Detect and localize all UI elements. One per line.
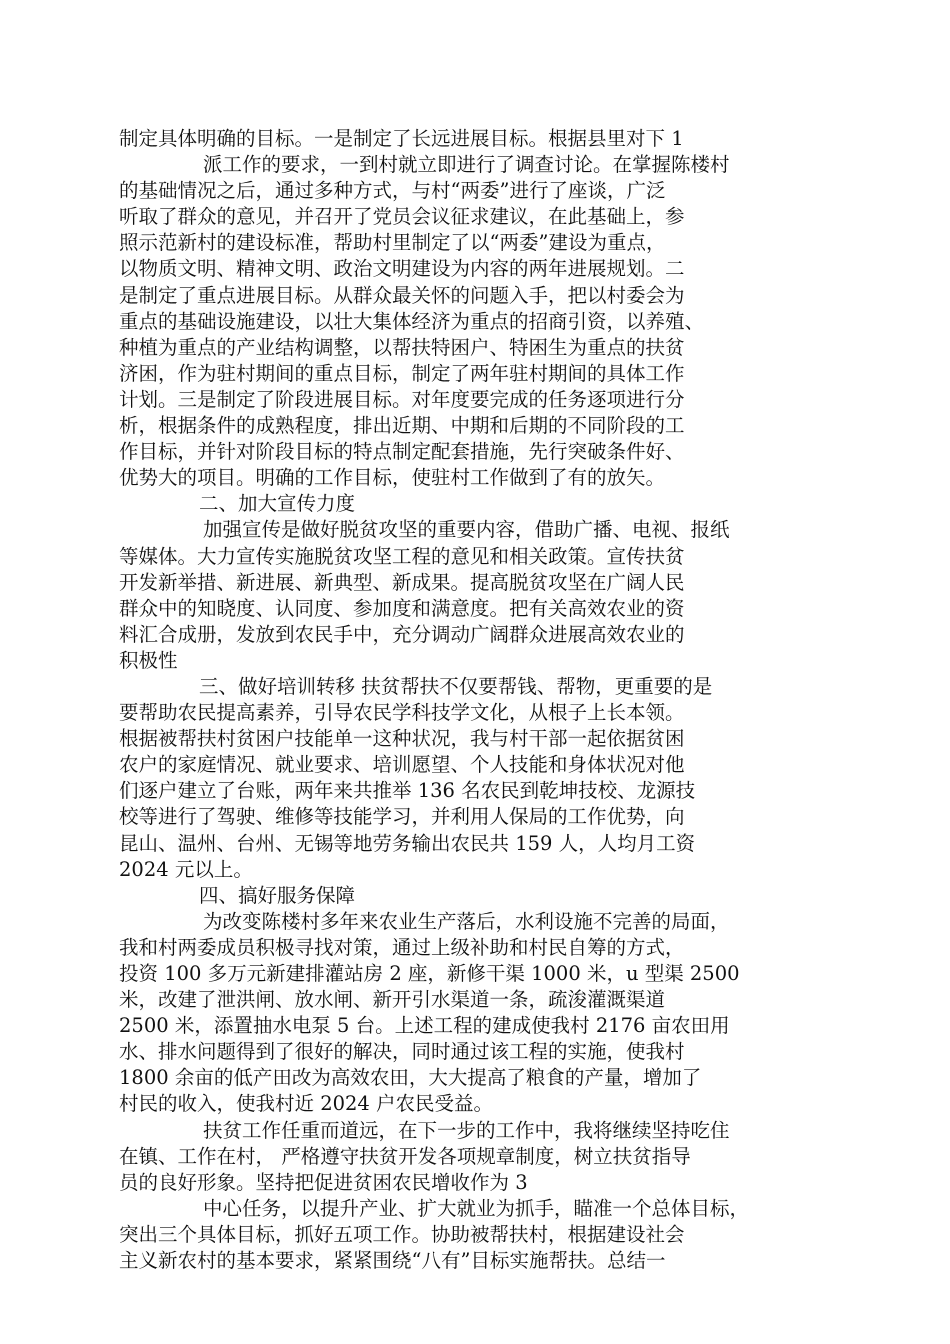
- text-line: 计划。三是制定了阶段进展目标。对年度要完成的任务逐项进行分: [119, 387, 685, 411]
- section-heading: 三、做好培训转移 扶贫帮扶不仅要帮钱、帮物，更重要的是: [199, 674, 713, 698]
- text-line: 听取了群众的意见，并召开了党员会议征求建议，在此基础上，参: [119, 205, 685, 229]
- text-line: 米，改建了泄洪闸、放水闸、新开引水渠道一条，疏浚灌溉渠道: [119, 988, 666, 1012]
- text-line: 1800 余亩的低产田改为高效农田，大大提高了粮食的产量，增加了: [119, 1066, 702, 1090]
- text-line: 村民的收入，使我村近 2024 户农民受益。: [119, 1092, 494, 1116]
- text-line: 扶贫工作任重而道远，在下一步的工作中，我将继续坚持吃住: [203, 1118, 730, 1142]
- text-line: 优势大的项目。明确的工作目标，使驻村工作做到了有的放矢。: [119, 466, 666, 490]
- text-line: 昆山、温州、台州、无锡等地劳务输出农民共 159 人，人均月工资: [119, 831, 696, 855]
- text-line: 员的良好形象。坚持把促进贫困农民增收作为 3: [119, 1170, 528, 1194]
- text-line: 2024 元以上。: [119, 857, 253, 881]
- text-line: 校等进行了驾驶、维修等技能学习，并利用人保局的工作优势，向: [119, 805, 685, 829]
- text-line: 要帮助农民提高素养，引导农民学科技学文化，从根子上长本领。: [119, 701, 685, 725]
- text-line: 积极性: [119, 648, 178, 672]
- text-line: 我和村两委成员积极寻找对策，通过上级补助和村民自筹的方式，: [119, 935, 685, 959]
- text-line: 是制定了重点进展目标。从群众最关怀的问题入手，把以村委会为: [119, 283, 685, 307]
- text-line: 加强宣传是做好脱贫攻坚的重要内容，借助广播、电视、报纸: [203, 518, 730, 542]
- text-line: 为改变陈楼村多年来农业生产落后，水利设施不完善的局面，: [203, 909, 730, 933]
- text-line: 2500 米，添置抽水电泵 5 台。上述工程的建成使我村 2176 亩农田用: [119, 1014, 730, 1038]
- text-line: 作目标，并针对阶段目标的特点制定配套措施，先行突破条件好、: [119, 440, 685, 464]
- text-line: 根据被帮扶村贫困户技能单一这种状况，我与村干部一起依据贫困: [119, 727, 685, 751]
- section-heading: 四、搞好服务保障: [199, 883, 356, 907]
- text-line: 派工作的要求，一到村就立即进行了调查讨论。在掌握陈楼村: [203, 153, 730, 177]
- section-heading: 二、加大宣传力度: [199, 492, 356, 516]
- text-line: 中心任务，以提升产业、扩大就业为抓手，瞄准一个总体目标，: [203, 1196, 750, 1220]
- text-line: 制定具体明确的目标。一是制定了长远进展目标。根据县里对下 1: [119, 127, 684, 150]
- text-line: 主义新农村的基本要求，紧紧围绕“八有”目标实施帮扶。总结一: [119, 1249, 666, 1273]
- text-line: 照示范新村的建设标准，帮助村里制定了以“两委”建设为重点，: [119, 231, 666, 255]
- text-line: 投资 100 多万元新建排灌站房 2 座，新修干渠 1000 米，u 型渠 2500: [119, 962, 740, 985]
- text-line: 料汇合成册，发放到农民手中，充分调动广阔群众进展高效农业的: [119, 622, 685, 646]
- text-line: 群众中的知晓度、认同度、参加度和满意度。把有关高效农业的资: [119, 596, 685, 620]
- document-body-text: [119, 126, 831, 1274]
- text-line: 析，根据条件的成熟程度，排出近期、中期和后期的不同阶段的工: [119, 414, 685, 438]
- text-line: 水、排水问题得到了很好的解决，同时通过该工程的实施，使我村: [119, 1040, 685, 1064]
- text-line: 们逐户建立了台账，两年来共推举 136 名农民到乾坤技校、龙源技: [119, 779, 696, 803]
- text-line: 的基础情况之后，通过多种方式，与村“两委”进行了座谈，广泛: [119, 179, 666, 203]
- text-line: 种植为重点的产业结构调整，以帮扶特困户、特困生为重点的扶贫: [119, 335, 685, 359]
- text-line: 农户的家庭情况、就业要求、培训愿望、个人技能和身体状况对他: [119, 753, 685, 777]
- text-line: 突出三个具体目标，抓好五项工作。协助被帮扶村，根据建设社会: [119, 1222, 685, 1246]
- text-line: 等媒体。大力宣传实施脱贫攻坚工程的意见和相关政策。宣传扶贫: [119, 544, 685, 568]
- text-line: 开发新举措、新进展、新典型、新成果。提高脱贫攻坚在广阔人民: [119, 570, 685, 594]
- text-line: 济困，作为驻村期间的重点目标，制定了两年驻村期间的具体工作: [119, 361, 685, 385]
- text-line: 以物质文明、精神文明、政治文明建设为内容的两年进展规划。二: [119, 257, 685, 281]
- text-line: 重点的基础设施建设，以壮大集体经济为重点的招商引资，以养殖、: [119, 309, 705, 333]
- text-line: 在镇、工作在村， 严格遵守扶贫开发各项规章制度，树立扶贫指导: [119, 1144, 691, 1168]
